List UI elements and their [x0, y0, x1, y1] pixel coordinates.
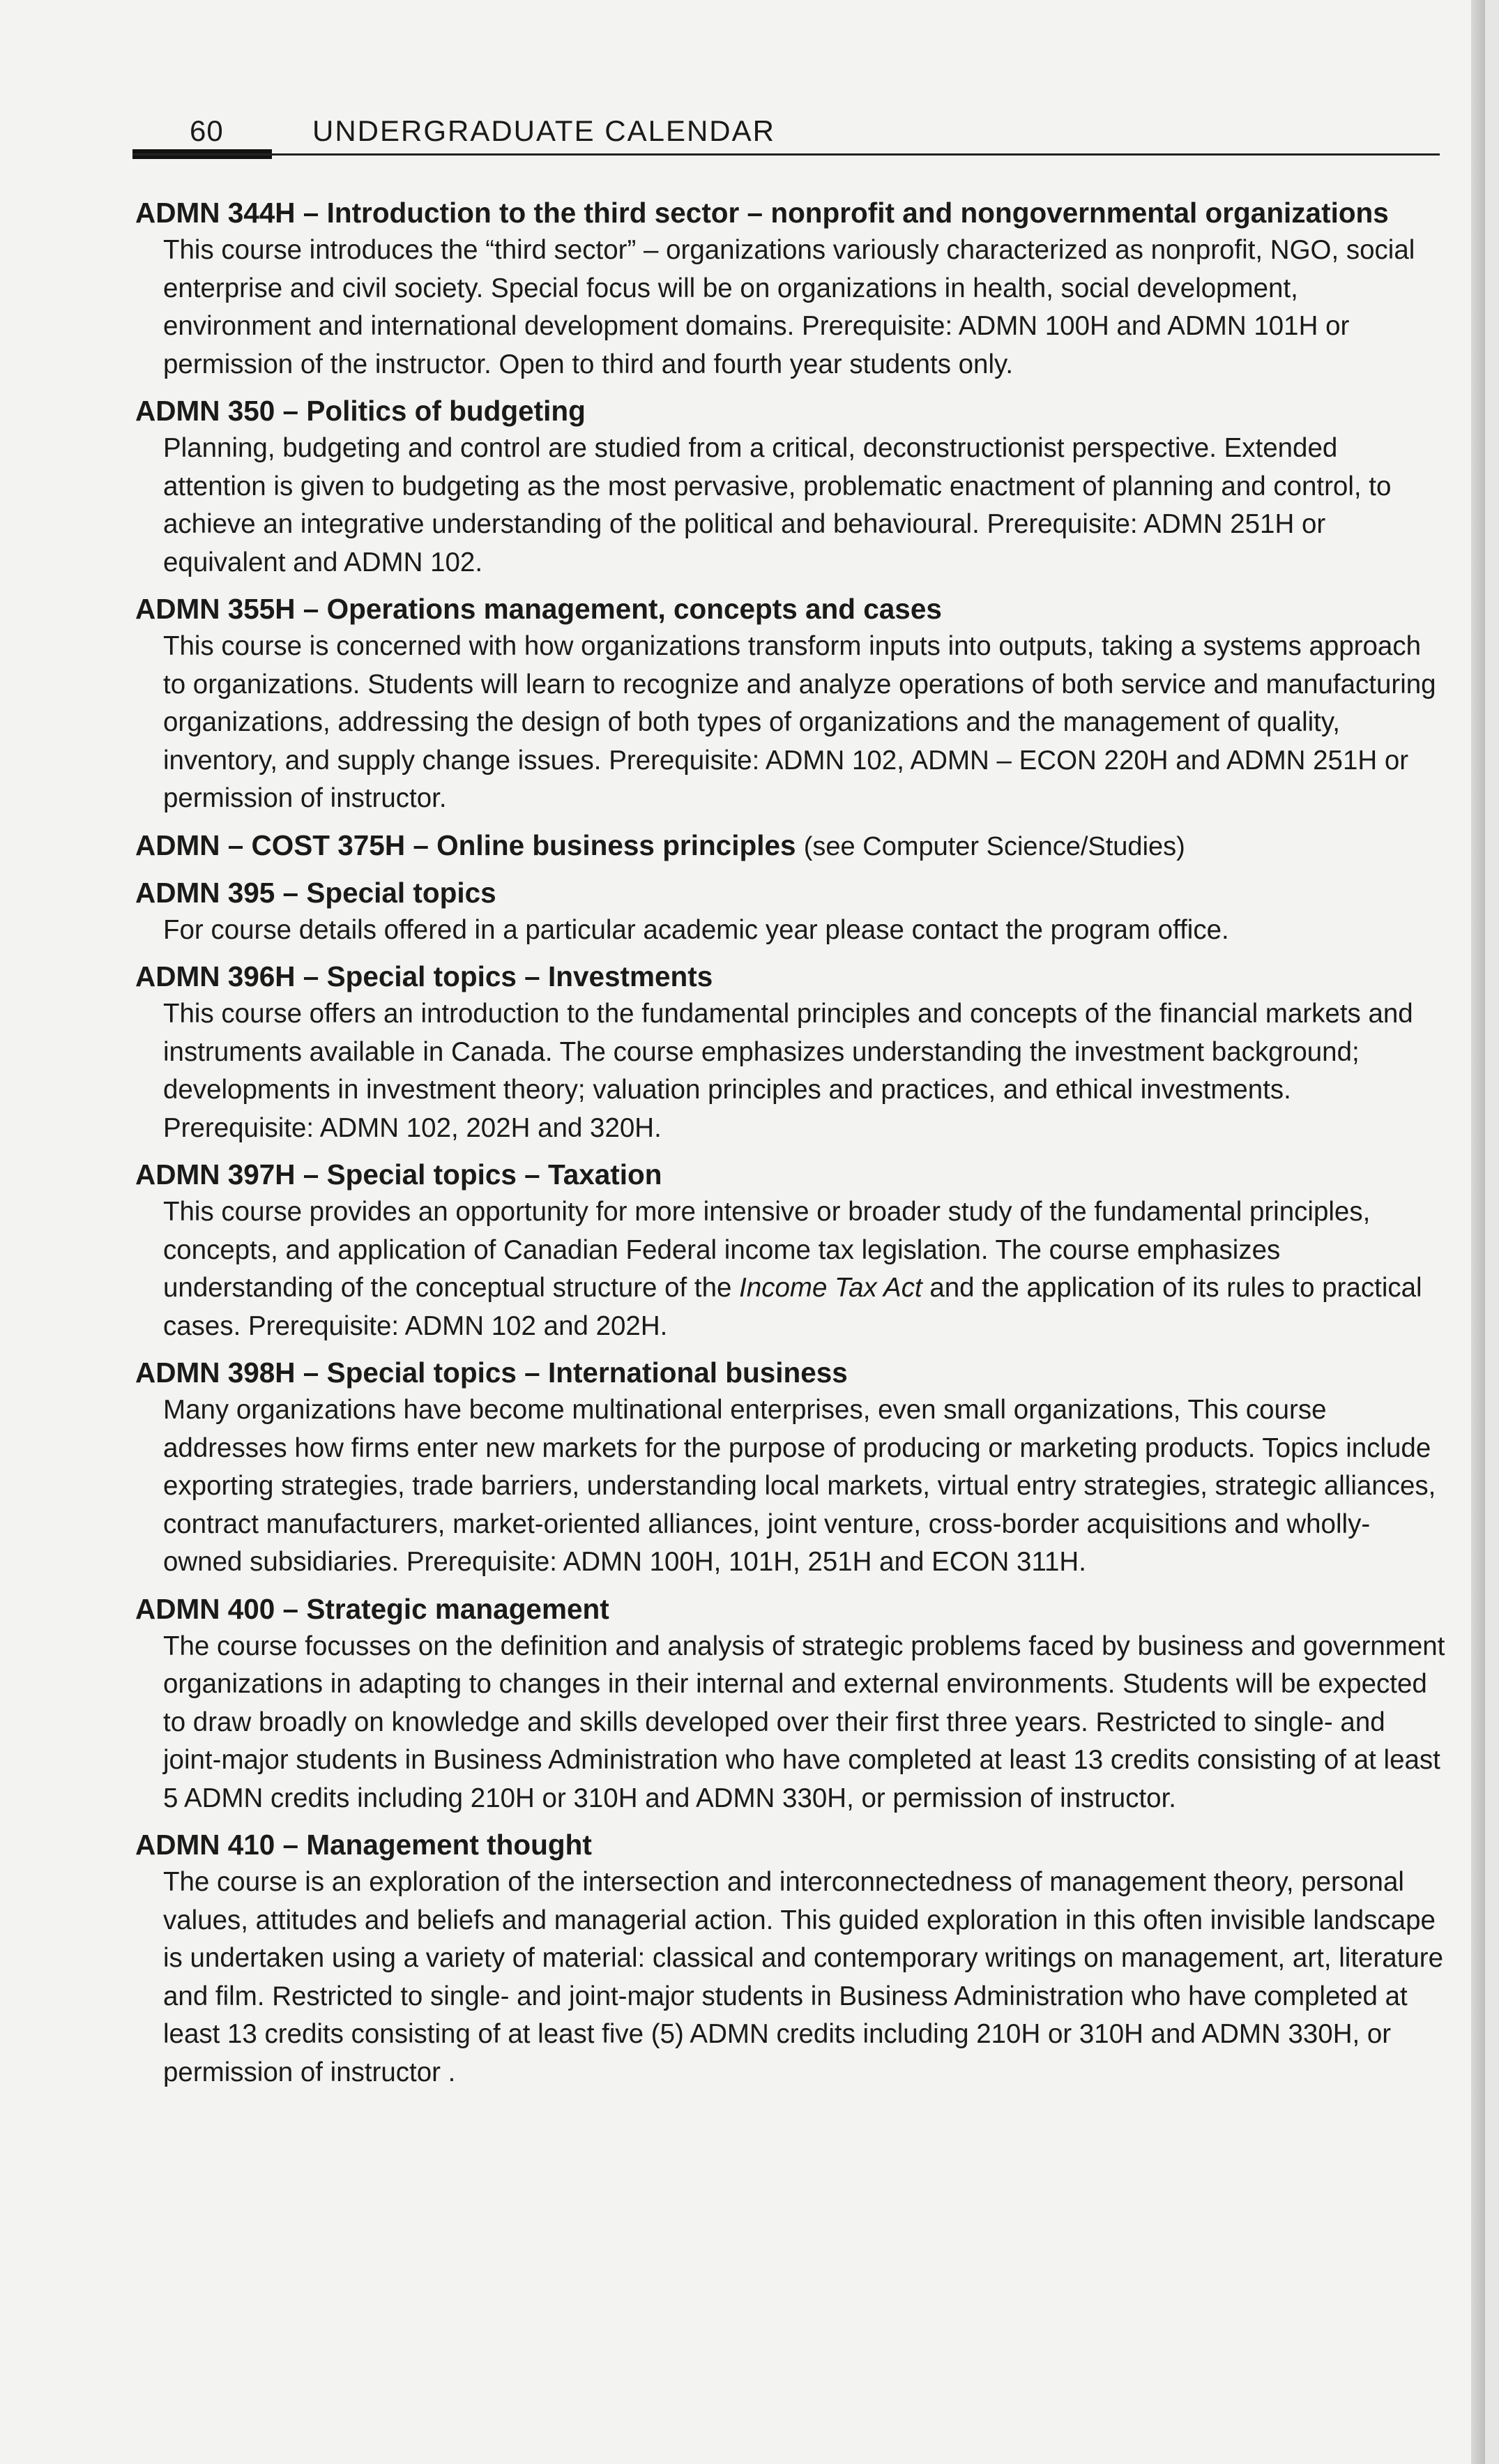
course-entry-admn-400 [135, 1590, 1446, 1818]
page-edge-shadow [1471, 0, 1485, 2464]
course-entry-admn-398h [135, 1354, 1446, 1582]
course-description: The course focusses on the definition and analysis of strategic problems faced by business and government organizations in adapting to changes in their internal and external environments. Students will be expected to draw broadly on knowledge and skills developed over their first three years. Restricted to single- and joint-major students in Business Administration who have completed at least 13 credits consisting of at least 5 ADMN credits including 210H or 310H and ADMN 330H, or permission of instructor. [163, 1631, 1445, 1813]
course-title-line [135, 826, 1446, 866]
course-title: ADMN 398H – Special topics – International business [135, 1356, 848, 1389]
course-title: ADMN 350 – Politics of budgeting [135, 395, 586, 427]
course-entry-admn-355h [135, 590, 1446, 818]
course-entry-admn-344h [135, 194, 1446, 384]
course-title: ADMN 344H – Introduction to the third sector – nonprofit and nongovernmental organizations [135, 197, 1389, 229]
course-list [135, 194, 1446, 2100]
course-title: ADMN 395 – Special topics [135, 876, 496, 909]
course-title: ADMN 396H – Special topics – Investments [135, 960, 713, 992]
course-description: This course introduces the “third sector” – organizations variously characterized as nonprofit, NGO, social enterprise and civil society. Special focus will be on organizations in health, social development, environment and international development domains. Prerequisite: ADMN 100H and ADMN 101H or permission of the instructor. Open to third and fourth year students only. [163, 235, 1415, 379]
course-entry-admn-350 [135, 392, 1446, 582]
page-number: 60 [190, 114, 224, 147]
course-description: This course is concerned with how organizations transform inputs into outputs, taking a systems approach to organizations. Students will learn to recognize and analyze operations of both service and manufacturing organizations, addressing the design of both types of organizations and the management of quality, inventory, and supply change issues. Prerequisite: ADMN 102, ADMN – ECON 220H and ADMN 251H or permission of instructor. [163, 631, 1436, 813]
running-title: UNDERGRADUATE CALENDAR [312, 114, 775, 147]
act-title: Income Tax Act [739, 1273, 922, 1303]
course-entry-admn-410 [135, 1826, 1446, 2092]
description-text: This course provides an opportunity for more intensive or broader study of the fundamental principles, concepts, and application of Canadian Federal income tax legislation. The course emphasizes understanding of the conceptual structure of the [163, 1197, 1371, 1303]
course-title: ADMN 400 – Strategic management [135, 1592, 609, 1625]
description-text: and the application of its rules to practical cases. Prerequisite: ADMN 102 and 202H. [163, 1273, 1422, 1341]
course-description [135, 1193, 1446, 1345]
course-entry-admn-395 [135, 874, 1446, 950]
course-description: Planning, budgeting and control are studied from a critical, deconstructionist perspective. Extended attention is given to budgeting as the most pervasive, problematic enactment of planning and control, to achieve an integrative understanding of the political and behavioural. Prerequisite: ADMN 251H or equivalent and ADMN 102. [163, 433, 1392, 577]
course-entry-admn-396h [135, 958, 1446, 1147]
cross-reference-note: (see Computer Science/Studies) [803, 831, 1185, 861]
course-entry-admn-cost-375h [135, 826, 1446, 866]
header-rule [132, 153, 1440, 156]
course-title: ADMN 410 – Management thought [135, 1829, 592, 1861]
course-title: ADMN 397H – Special topics – Taxation [135, 1158, 662, 1191]
course-title: ADMN – COST 375H – Online business principles [135, 829, 796, 861]
page-header [132, 112, 1440, 160]
course-description: The course is an exploration of the intersection and interconnectedness of management theory, personal values, attitudes and beliefs and managerial action. This guided exploration in this often invisible landscape is undertaken using a variety of material: classical and contemporary writings on management, art, literature and film. Restricted to single- and joint-major students in Business Administration who have completed at least 13 credits consisting of at least five (5) ADMN credits including 210H or 310H and ADMN 330H, or permission of instructor . [163, 1867, 1444, 2087]
course-description: For course details offered in a particular academic year please contact the program office. [163, 914, 1229, 945]
course-description: This course offers an introduction to the fundamental principles and concepts of the financial markets and instruments available in Canada. The course emphasizes understanding the investment background; developments in investment theory; valuation principles and practices, and ethical investments. Prerequisite: ADMN 102, 202H and 320H. [163, 999, 1413, 1143]
course-title: ADMN 355H – Operations management, concepts and cases [135, 593, 942, 625]
course-entry-admn-397h [135, 1156, 1446, 1345]
course-description: Many organizations have become multinational enterprises, even small organizations, This course addresses how firms enter new markets for the purpose of producing or marketing products. Topics include exporting strategies, trade barriers, understanding local markets, virtual entry strategies, strategic alliances, contract manufacturers, market-oriented alliances, joint venture, cross-border acquisitions and wholly-owned subsidiaries. Prerequisite: ADMN 100H, 101H, 251H and ECON 311H. [163, 1395, 1436, 1577]
